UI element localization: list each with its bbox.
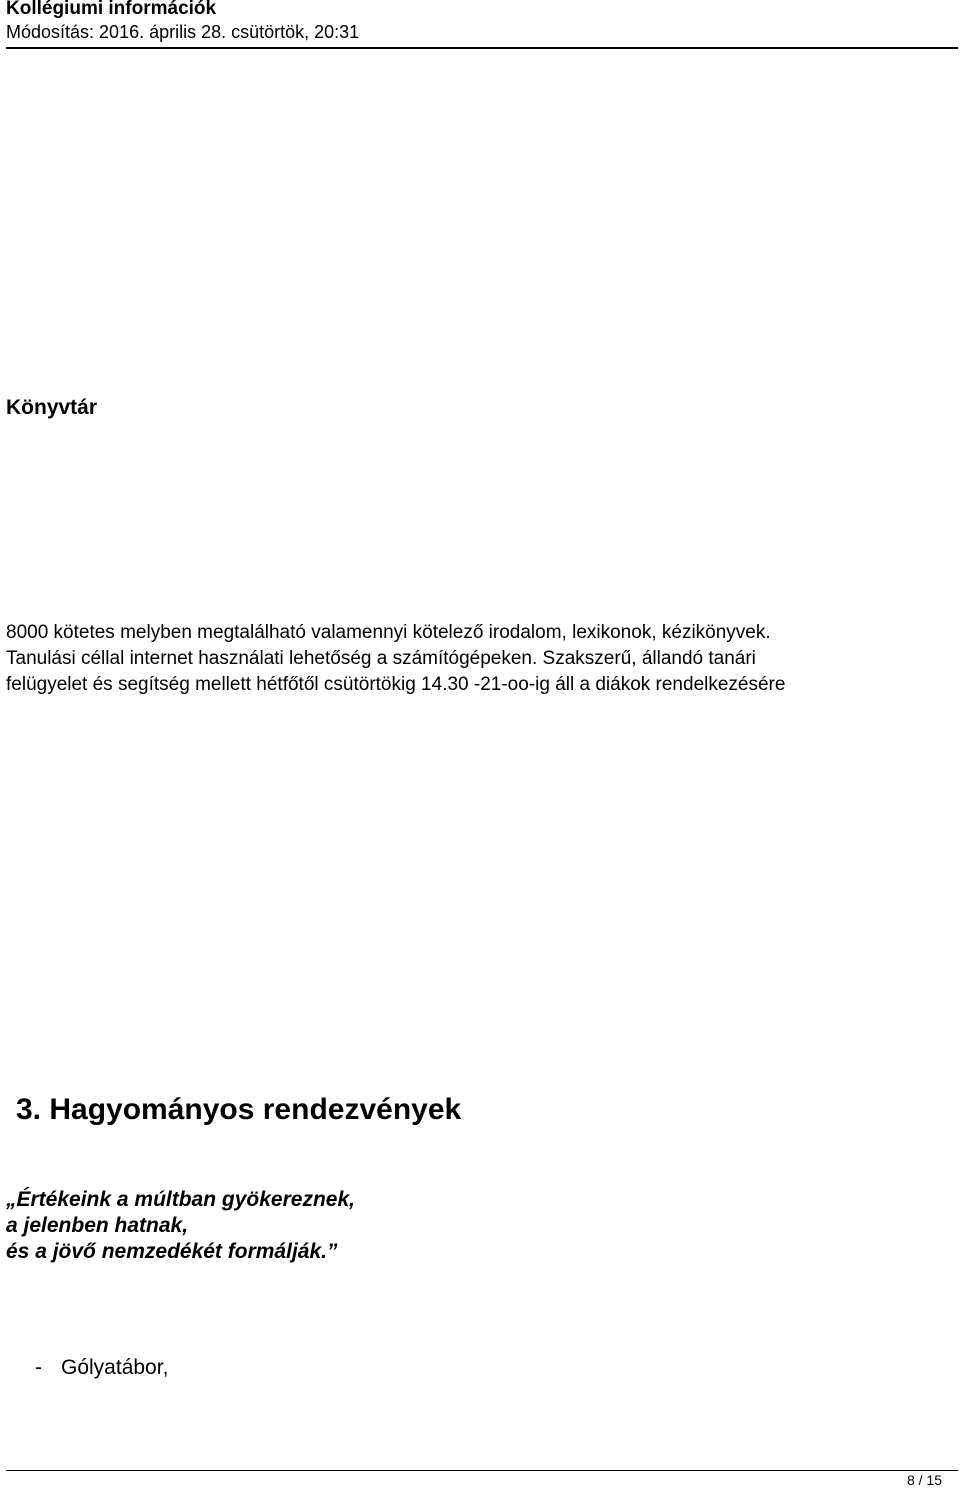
modified-date: Módosítás: 2016. április 28. csütörtök, 20:31 — [6, 22, 360, 42]
list-item — [35, 1354, 168, 1382]
library-heading: Könyvtár — [6, 396, 98, 419]
traditions-heading: 3. Hagyományos rendezvények — [16, 1093, 462, 1126]
list-item-text: Gólyatábor, — [61, 1356, 169, 1379]
motto-line: a jelenben hatnak, — [6, 1214, 189, 1237]
paragraph-line: felügyelet és segítség mellett hétfőtől csütörtökig 14.30 -21-oo-ig áll a diákok rendelkezésére — [6, 674, 786, 695]
list-marker: - — [35, 1356, 42, 1379]
motto-line: és a jövő nemzedékét formálják.” — [6, 1240, 338, 1263]
library-paragraph — [6, 620, 956, 698]
footer-divider — [6, 1470, 958, 1471]
header-divider — [6, 47, 958, 49]
motto-quote — [6, 1187, 355, 1265]
paragraph-line: 8000 kötetes melyben megtalálható valamennyi kötelező irodalom, lexikonok, kézikönyvek. — [6, 622, 771, 643]
page-number: 8 / 15 — [906, 1472, 942, 1488]
document-title: Kollégiumi információk — [6, 0, 217, 19]
paragraph-line: Tanulási céllal internet használati lehetőség a számítógépeken. Szakszerű, állandó tanári — [6, 648, 756, 669]
motto-line: „Értékeink a múltban gyökereznek, — [6, 1188, 355, 1211]
